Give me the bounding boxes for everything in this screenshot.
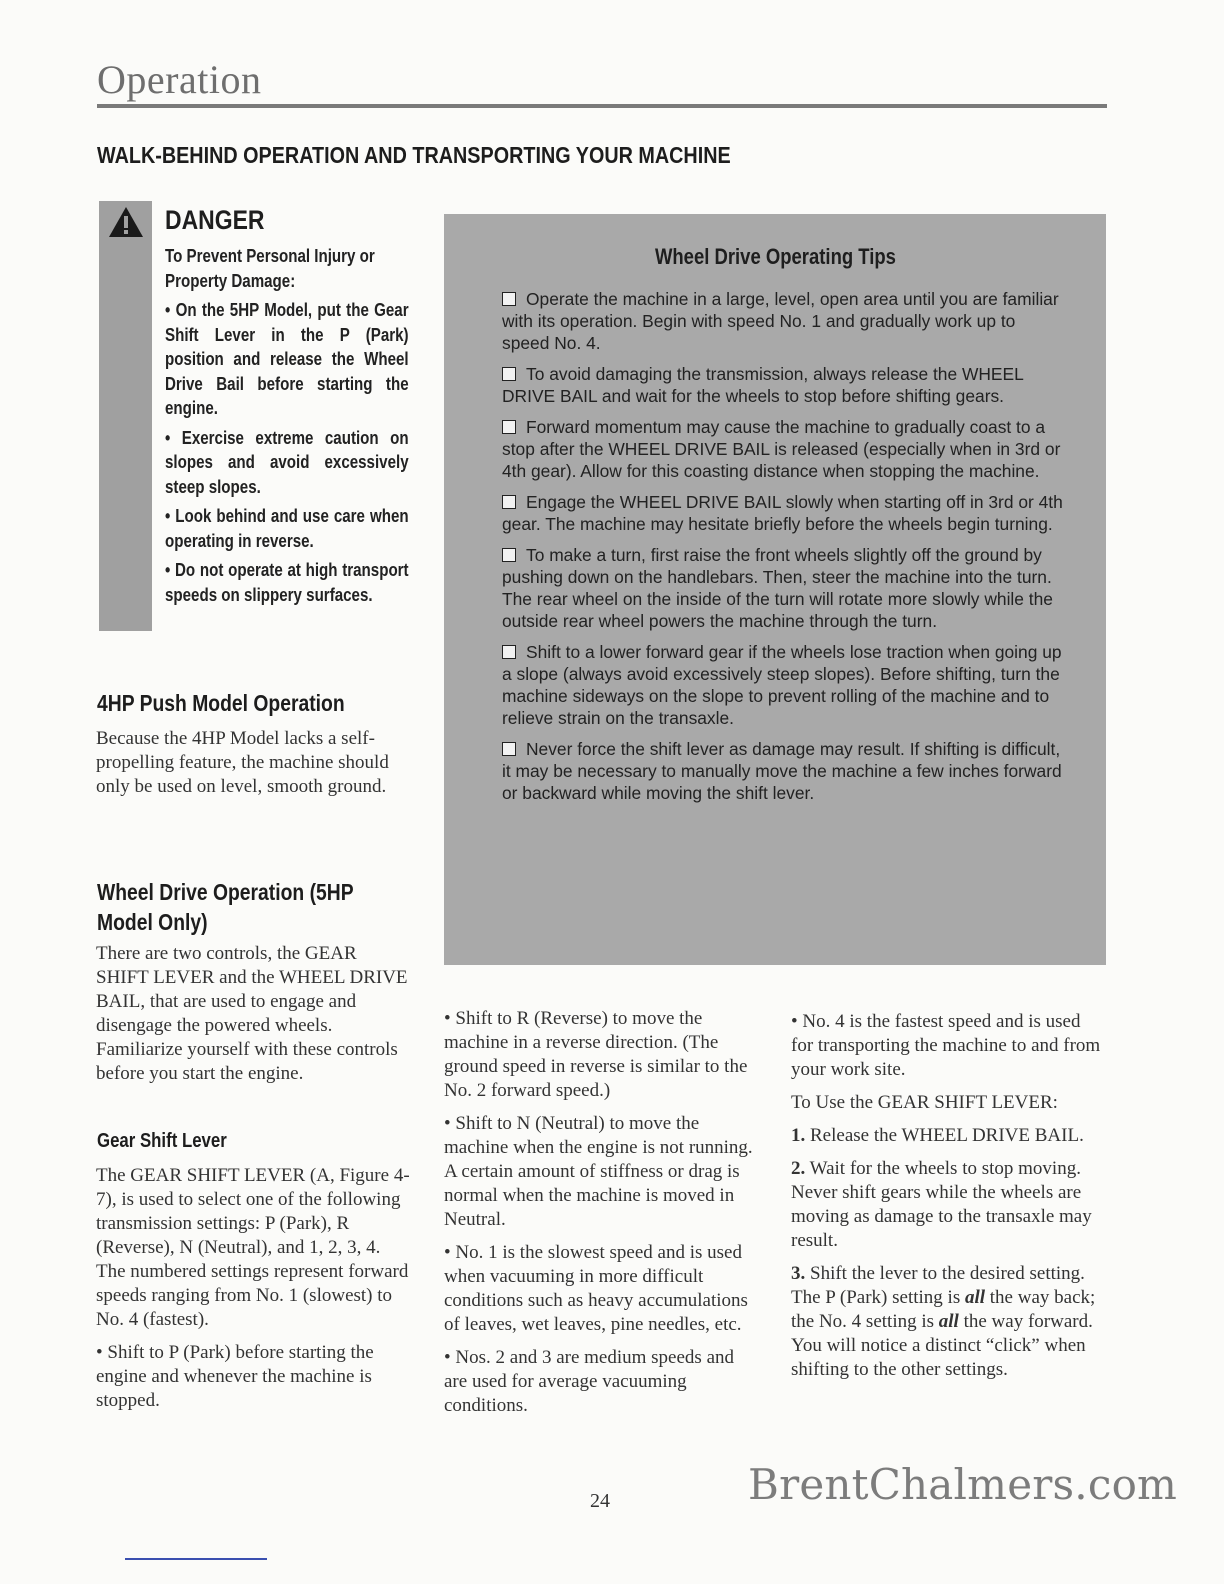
gear-shift-text — [96, 1164, 414, 1422]
tip-item: Never force the shift lever as damage may result. If shifting is difficult, it may be necessary to manually move the machine a few inches forward or backward while moving the shift lever. — [502, 739, 1062, 803]
danger-bullet: • Exercise extreme caution on slopes and avoid excessively steep slopes. — [165, 427, 409, 497]
danger-subtitle: To Prevent Personal Injury or Property Damage: — [165, 246, 375, 291]
wheel-drive-text — [96, 942, 408, 1095]
checkbox-icon — [502, 645, 516, 659]
checkbox-icon — [502, 420, 516, 434]
push-model-paragraph: Because the 4HP Model lacks a self-propelling feature, the machine should only be used on level, smooth ground. — [96, 728, 389, 797]
section-title: WALK-BEHIND OPERATION AND TRANSPORTING YOUR MACHINE — [97, 142, 731, 168]
gear-shift-heading: Gear Shift Lever — [97, 1130, 227, 1152]
danger-bullet: • Look behind and use care when operating in reverse. — [165, 506, 409, 551]
checkbox-icon — [502, 292, 516, 306]
park-bullet: • Shift to P (Park) before starting the engine and whenever the machine is stopped. — [96, 1342, 374, 1411]
gear-shift-intro: To Use the GEAR SHIFT LEVER: — [791, 1092, 1058, 1113]
middle-column — [444, 1007, 756, 1427]
step-1: 1. Release the WHEEL DRIVE BAIL. — [791, 1125, 1084, 1146]
checkbox-icon — [502, 367, 516, 381]
speed1-bullet: • No. 1 is the slowest speed and is used when vacuuming in more difficult conditions such as heavy accumulations of leaves, wet leaves, pine needles, etc. — [444, 1242, 748, 1335]
danger-bullet: • On the 5HP Model, put the Gear Shift Lever in the P (Park) position and release the Wheel Drive Bail before starting the engine. — [165, 300, 409, 418]
checkbox-icon — [502, 548, 516, 562]
page-header-title: Operation — [97, 57, 262, 102]
danger-title: DANGER — [165, 205, 265, 235]
neutral-bullet: • Shift to N (Neutral) to move the machine when the engine is not running. A certain amount of stiffness or drag is normal when the machine is moved in Neutral. — [444, 1113, 753, 1230]
tips-box — [444, 214, 1106, 965]
warning-icon — [108, 206, 144, 238]
header-rule — [97, 104, 1107, 108]
danger-bullet: • Do not operate at high transport speeds on slippery surfaces. — [165, 560, 409, 605]
tip-item: Shift to a lower forward gear if the wheels lose traction when going up a slope (always avoid excessively steep slopes). Before shifting, turn the machine sideways on the slope to prevent rolling of the machine and to relieve strain on the transaxle. — [502, 642, 1062, 728]
tips-list — [502, 288, 1064, 813]
bottom-link-underline — [125, 1558, 267, 1560]
tip-item: To make a turn, first raise the front wheels slightly off the ground by pushing down on the handlebars. Then, steer the machine into the turn. The rear wheel on the inside of the turn will rotate more slowly while the outside rear wheel powers the machine through the turn. — [502, 545, 1053, 631]
watermark: BrentChalmers.com — [748, 1460, 1178, 1509]
checkbox-icon — [502, 742, 516, 756]
wheel-drive-paragraph: There are two controls, the GEAR SHIFT LEVER and the WHEEL DRIVE BAIL, that are used to engage and disengage the powered wheels. Familiarize yourself with these controls before you start the engine. — [96, 943, 408, 1084]
speed23-bullet: • Nos. 2 and 3 are medium speeds and are used for average vacuuming conditions. — [444, 1347, 735, 1416]
checkbox-icon — [502, 495, 516, 509]
tip-item: Engage the WHEEL DRIVE BAIL slowly when starting off in 3rd or 4th gear. The machine may hesitate briefly before the wheels begin turning. — [502, 492, 1063, 534]
reverse-bullet: • Shift to R (Reverse) to move the machine in a reverse direction. (The ground speed in reverse is similar to the No. 2 forward speed.) — [444, 1008, 748, 1101]
gear-shift-paragraph: The GEAR SHIFT LEVER (A, Figure 4-7), is used to select one of the following transmission settings: P (Park), R (Reverse), N (Neutral), and 1, 2, 3, 4. The numbered settings represent forward speeds ranging from No. 1 (slowest) to No. 4 (fastest). — [96, 1165, 410, 1330]
page-number: 24 — [590, 1490, 610, 1512]
tip-item: To avoid damaging the transmission, always release the WHEEL DRIVE BAIL and wait for the wheels to stop before shifting gears. — [502, 364, 1024, 406]
tip-item: Operate the machine in a large, level, open area until you are familiar with its operation. Begin with speed No. 1 and gradually work up to speed No. 4. — [502, 289, 1059, 353]
push-model-text — [96, 727, 416, 808]
push-model-heading: 4HP Push Model Operation — [97, 690, 345, 716]
tip-item: Forward momentum may cause the machine to gradually coast to a stop after the WHEEL DRIVE BAIL is released (especially when in 3rd or 4th gear). Allow for this coasting distance when stopping the machine. — [502, 417, 1061, 481]
danger-body — [165, 244, 409, 612]
speed4-bullet: • No. 4 is the fastest speed and is used for transporting the machine to and from your work site. — [791, 1011, 1101, 1080]
step-2: 2. Wait for the wheels to stop moving. Never shift gears while the wheels are moving as damage to the transaxle may result. — [791, 1158, 1092, 1251]
danger-sidebar — [99, 201, 152, 631]
step-3: 3. Shift the lever to the desired setting. The P (Park) setting is all the way back; the No. 4 setting is all the way forward. You will notice a distinct “click” when shifting to the other settings. — [791, 1263, 1096, 1380]
wheel-drive-heading: Wheel Drive Operation (5HP Model Only) — [97, 879, 354, 935]
tips-title: Wheel Drive Operating Tips — [654, 244, 896, 269]
right-column — [791, 1010, 1107, 1391]
